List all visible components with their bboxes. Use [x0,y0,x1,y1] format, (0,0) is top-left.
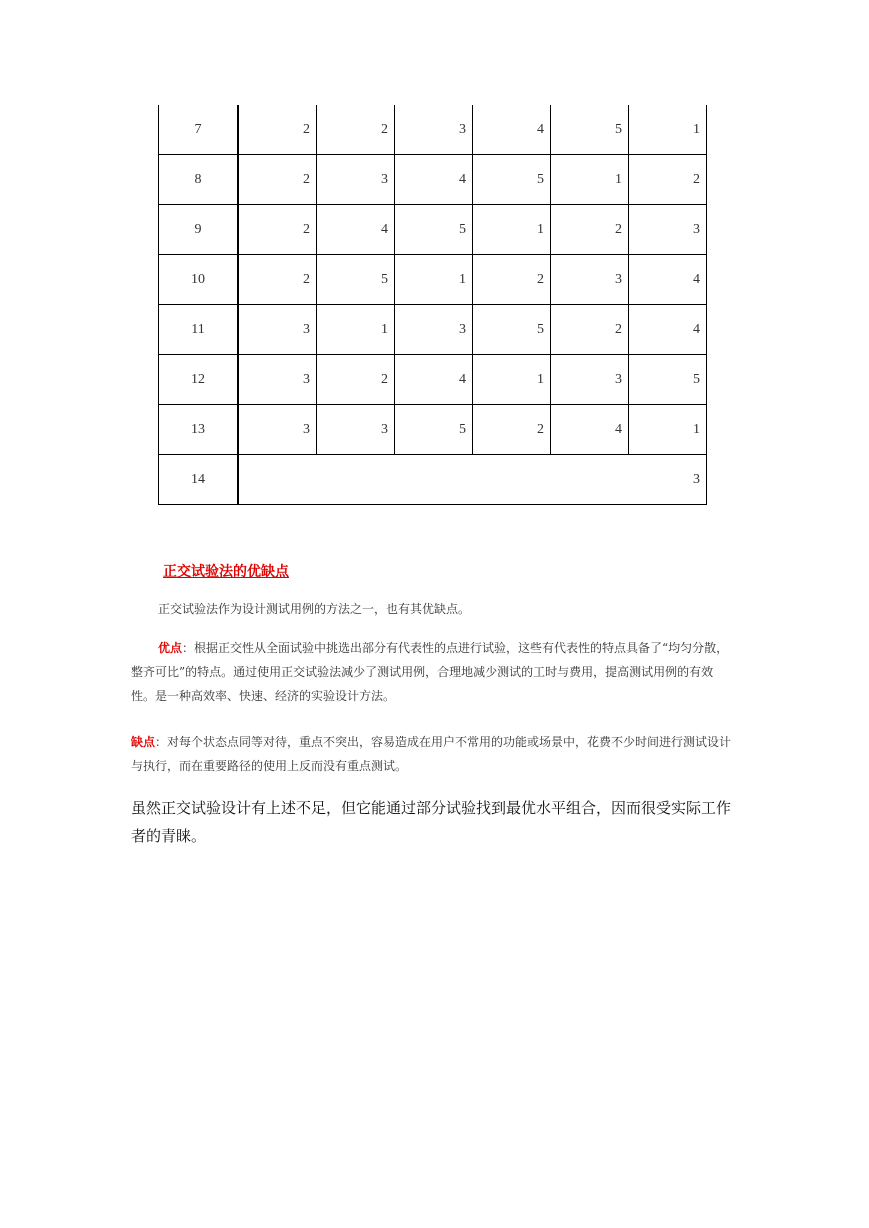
table-cell: 2 [317,355,395,405]
table-cell: 4 [395,155,473,205]
table-cell: 5 [395,205,473,255]
table-cell: 5 [551,105,629,155]
table-cell: 1 [629,105,707,155]
table-row [159,255,707,305]
table-cell: 3 [238,455,707,505]
row-index: 11 [159,305,239,355]
table-row [159,355,707,405]
table-cell: 3 [238,305,317,355]
table-cell: 5 [395,405,473,455]
table-cell: 5 [317,255,395,305]
table-cell: 1 [473,355,551,405]
table-cell: 2 [238,205,317,255]
table-cell: 4 [395,355,473,405]
table-cell: 2 [551,305,629,355]
table-cell: 1 [629,405,707,455]
row-index: 13 [159,405,239,455]
disadvantages-paragraph [131,730,737,778]
advantages-text: ：根据正交性从全面试验中挑选出部分有代表性的点进行试验，这些有代表性的特点具备了“均匀分散，整齐可比”的特点。通过使用正交试验法减少了测试用例，合理地减少测试的工时与费用，提高测试用例的有效性。是一种高效率、快速、经济的实验设计方法。 [131,641,729,703]
table-cell: 2 [629,155,707,205]
table-cell: 4 [473,105,551,155]
table-cell: 2 [473,405,551,455]
row-index: 14 [159,455,239,505]
disadvantages-label: 缺点 [131,735,156,749]
conclusion-paragraph: 虽然正交试验设计有上述不足，但它能通过部分试验找到最优水平组合，因而很受实际工作者的青睐。 [131,799,732,845]
table-cell: 2 [551,205,629,255]
table-cell: 2 [238,105,317,155]
table-cell: 5 [473,155,551,205]
table-cell: 2 [473,255,551,305]
row-index: 9 [159,205,239,255]
table-row [159,205,707,255]
row-index: 7 [159,105,239,155]
table-cell: 5 [629,355,707,405]
intro-paragraph: 正交试验法作为设计测试用例的方法之一，也有其优缺点。 [158,602,471,616]
table-cell: 4 [551,405,629,455]
table-cell: 3 [238,355,317,405]
table-cell: 4 [629,305,707,355]
table-cell: 1 [317,305,395,355]
table-cell: 1 [551,155,629,205]
table-row [159,155,707,205]
table-cell: 3 [551,255,629,305]
table-cell: 2 [238,155,317,205]
table-cell: 3 [629,205,707,255]
section-heading: 正交试验法的优缺点 [163,564,289,580]
table-row [159,455,707,505]
table-cell: 3 [238,405,317,455]
row-index: 10 [159,255,239,305]
disadvantages-text: ：对每个状态点同等对待，重点不突出，容易造成在用户不常用的功能或场景中，花费不少时间进行测试设计与执行，而在重要路径的使用上反而没有重点测试。 [131,735,732,773]
table-cell: 4 [317,205,395,255]
table-cell: 3 [317,155,395,205]
table-cell: 3 [395,305,473,355]
table-cell: 1 [395,255,473,305]
row-index: 8 [159,155,239,205]
table-row [159,105,707,155]
advantages-label: 优点 [158,641,183,655]
table-cell: 4 [629,255,707,305]
orthogonal-table [158,105,707,505]
row-index: 12 [159,355,239,405]
table-row [159,405,707,455]
table-cell: 3 [551,355,629,405]
table-cell: 2 [317,105,395,155]
table-cell: 1 [473,205,551,255]
advantages-paragraph [131,636,737,708]
table-row [159,305,707,355]
table-cell: 2 [238,255,317,305]
table-cell: 3 [317,405,395,455]
table-cell: 3 [395,105,473,155]
table-cell: 5 [473,305,551,355]
